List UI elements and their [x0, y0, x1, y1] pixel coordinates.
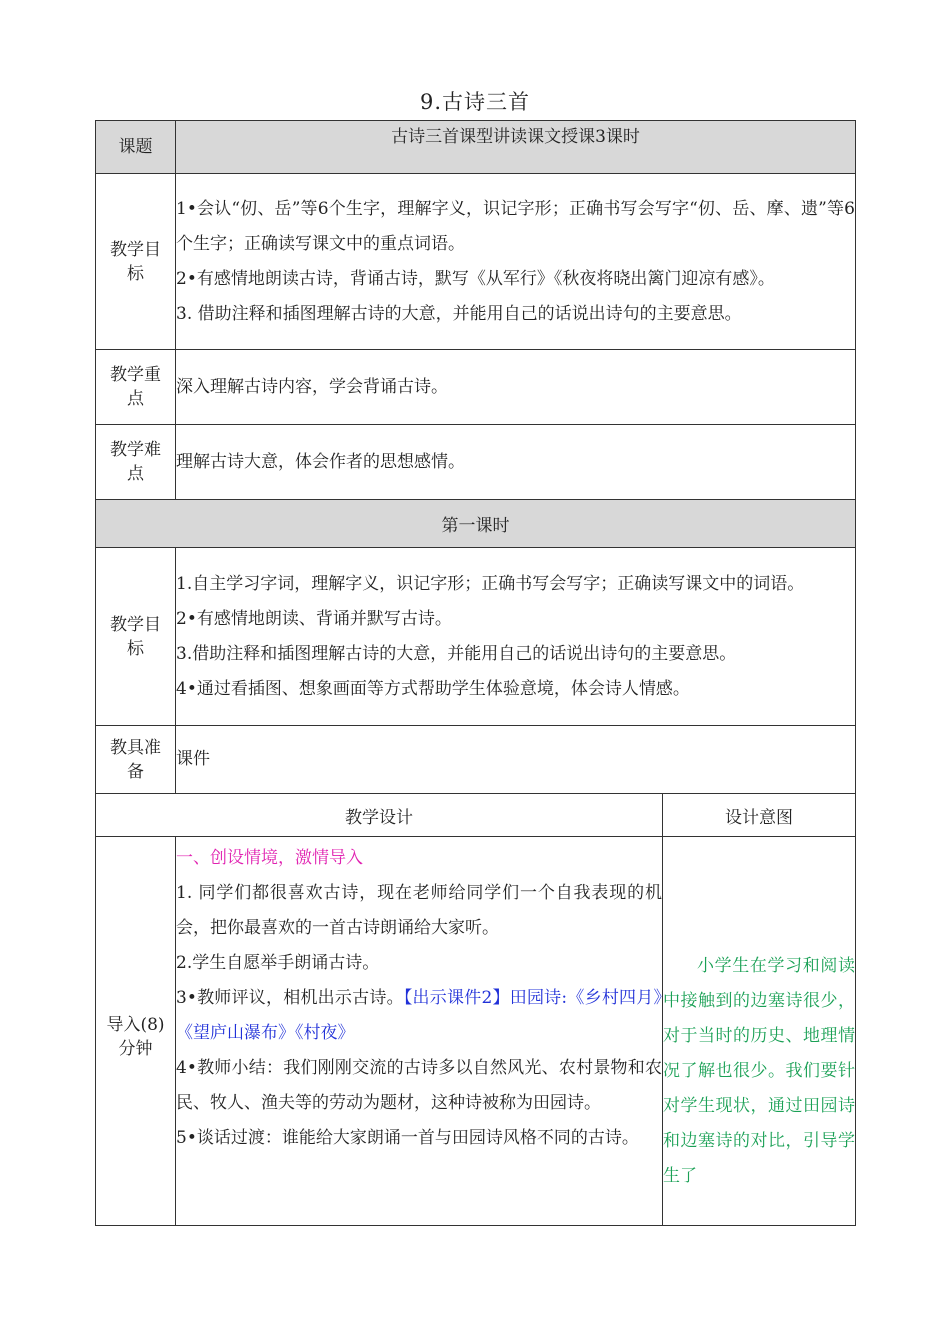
goal1-line-4: 4•通过看插图、想象画面等方式帮助学生体验意境，体会诗人情感。: [176, 678, 690, 699]
key-content: 深入理解古诗内容，学会背诵古诗。: [176, 350, 856, 425]
tools-label: 教具准备: [110, 737, 161, 782]
goals-label-cell: [96, 174, 176, 350]
goals-row: [96, 174, 856, 350]
goals1-row: [96, 548, 856, 726]
key-points-row: [96, 350, 856, 425]
intro-p1: 1. 同学们都很喜欢古诗，现在老师给同学们一个自我表现的机会，把你最喜欢的一首古诗朗诵给大家听。: [176, 883, 662, 938]
lesson-plan-table: [95, 120, 856, 1226]
goal-line-3: 3. 借助注释和插图理解古诗的大意，并能用自己的话说出诗句的主要意思。: [176, 303, 742, 324]
goals1-label-cell: [96, 548, 176, 726]
goals-content: [176, 174, 856, 350]
tools-label-cell: [96, 726, 176, 794]
design-col-header: 教学设计: [96, 794, 663, 837]
goals1-label: 教学目标: [110, 614, 161, 659]
difficult-label-cell: [96, 425, 176, 500]
topic-value: 古诗三首课型讲读课文授课3课时: [391, 127, 640, 147]
goals1-content: [176, 548, 856, 726]
goal-line-2: 2•有感情地朗读古诗，背诵古诗，默写《从军行》《秋夜将晓出篱门迎凉有感》。: [176, 268, 775, 289]
lesson1-header-row: [96, 500, 856, 548]
topic-label: 课题: [118, 137, 153, 157]
goals-label: 教学目标: [110, 239, 161, 284]
key-label: 教学重点: [110, 365, 161, 409]
goal-line-1: 1•会认“仞、岳”等6个生字，理解字义，识记字形；正确书写会写字“仞、岳、摩、遗”等6个生字；正确读写课文中的重点词语。: [176, 198, 856, 254]
topic-row: [96, 121, 856, 174]
tools-content: 课件: [176, 726, 856, 794]
topic-label-cell: [96, 121, 176, 174]
difficult-points-row: [96, 425, 856, 500]
design-header-row: [96, 794, 856, 837]
intro-label: 导入(8)分钟: [106, 1015, 165, 1059]
lesson1-header: 第一课时: [96, 500, 856, 548]
intro-p3: [176, 981, 662, 1051]
key-label-cell: [96, 350, 176, 425]
intro-intent-text: 小学生在学习和阅读中接触到的边塞诗很少，对于当时的历史、地理情况了解也很少。我们要针对学生现状，通过田园诗和边塞诗的对比，引导学生了: [663, 956, 856, 1186]
courseware-ref: 【出示课件2】田园诗:《乡村四月》《望庐山瀑布》《村夜》: [176, 988, 663, 1043]
intro-content: [176, 837, 663, 1226]
intro-p4: 4•教师小结：我们刚刚交流的古诗多以自然风光、农村景物和农民、牧人、渔夫等的劳动为题材，这种诗被称为田园诗。: [176, 1058, 662, 1113]
intro-p3-text: 3•教师评议，相机出示古诗。: [176, 988, 404, 1008]
intent-col-header: 设计意图: [663, 794, 856, 837]
intro-intent: [663, 837, 856, 1226]
intro-heading: 一、创设情境，激情导入: [176, 848, 363, 868]
goal1-line-3: 3.借助注释和插图理解古诗的大意，并能用自己的话说出诗句的主要意思。: [176, 643, 737, 664]
goal1-line-1: 1.自主学习字词，理解字义，识记字形；正确书写会写字；正确读写课文中的词语。: [176, 573, 805, 594]
document-title: 9.古诗三首: [419, 90, 531, 114]
intro-p5: 5•谈话过渡：谁能给大家朗诵一首与田园诗风格不同的古诗。: [176, 1128, 639, 1148]
difficult-content: 理解古诗大意，体会作者的思想感情。: [176, 425, 856, 500]
tools-row: [96, 726, 856, 794]
goal1-line-2: 2•有感情地朗读、背诵并默写古诗。: [176, 608, 452, 629]
intro-row: [96, 837, 856, 1226]
difficult-label: 教学难点: [110, 440, 161, 484]
topic-value-cell: [176, 121, 856, 174]
intro-p2: 2.学生自愿举手朗诵古诗。: [176, 953, 380, 973]
intro-label-cell: [96, 837, 176, 1226]
